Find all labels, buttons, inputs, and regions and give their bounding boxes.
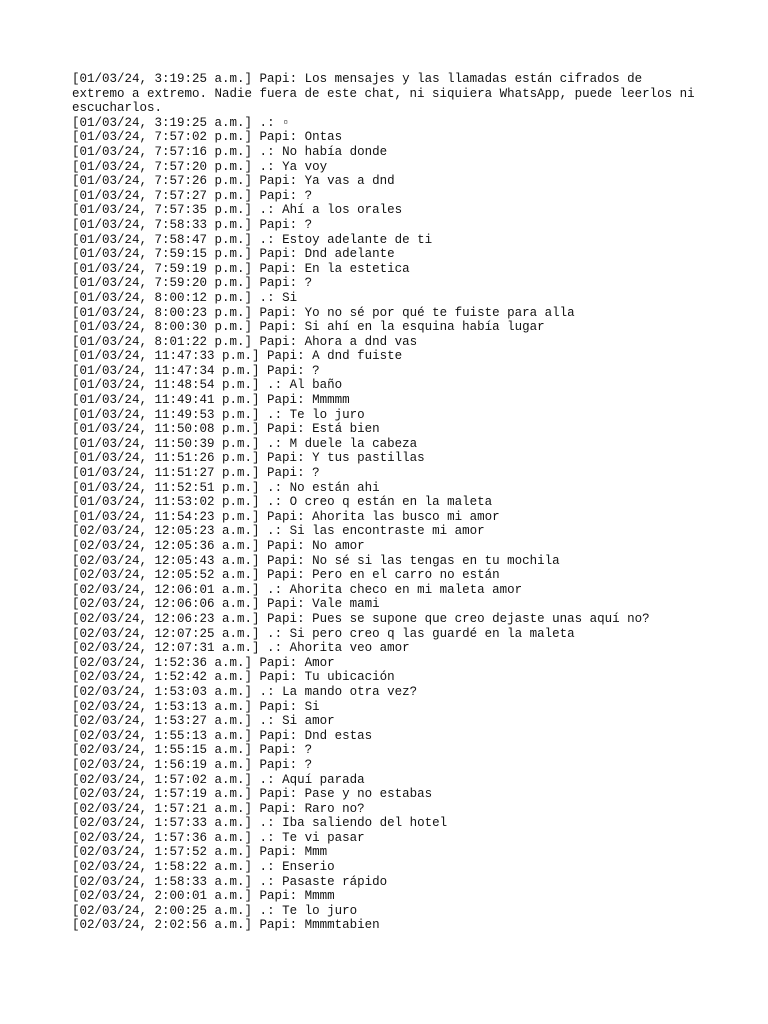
message-text: La mando otra vez? (282, 684, 418, 699)
message-sender: Papi (259, 72, 290, 86)
message-text: Ya vas a dnd (304, 174, 395, 189)
message-sender: Papi (259, 261, 290, 276)
chat-message: [02/03/24, 12:06:23 a.m.] Papi: Pues se supone que creo dejaste unas aquí no? (72, 611, 650, 626)
message-text: Enserio (282, 860, 335, 875)
message-timestamp: [01/03/24, 7:59:15 p.m.] (72, 247, 253, 262)
message-text: Si las encontraste mi amor (289, 524, 485, 539)
chat-message: [02/03/24, 2:00:01 a.m.] Papi: Mmmm (72, 889, 335, 904)
message-timestamp: [01/03/24, 11:48:54 p.m.] (72, 378, 260, 393)
message-text: Te lo juro (289, 407, 365, 422)
chat-message: [01/03/24, 11:49:53 p.m.] .: Te lo juro (72, 407, 365, 422)
message-sender: . (259, 203, 268, 218)
message-timestamp: [01/03/24, 8:00:30 p.m.] (72, 320, 253, 335)
message-sender: . (259, 830, 268, 845)
message-timestamp: [01/03/24, 11:49:41 p.m.] (72, 393, 260, 408)
chat-message: [02/03/24, 2:02:56 a.m.] Papi: Mmmmtabien (72, 918, 380, 933)
chat-message: [02/03/24, 1:57:21 a.m.] Papi: Raro no? (72, 801, 365, 816)
chat-message: [02/03/24, 1:52:42 a.m.] Papi: Tu ubicación (72, 670, 395, 685)
message-sender: Papi (259, 130, 290, 145)
message-sender: . (259, 874, 268, 889)
message-sender: . (259, 684, 268, 699)
message-timestamp: [01/03/24, 3:19:25 a.m.] (72, 72, 253, 86)
message-sender: Papi (259, 845, 290, 860)
message-timestamp: [02/03/24, 1:53:03 a.m.] (72, 684, 253, 699)
message-text: ? (312, 466, 320, 481)
chat-message: [02/03/24, 1:53:27 a.m.] .: Si amor (72, 714, 335, 729)
message-timestamp: [01/03/24, 7:57:35 p.m.] (72, 203, 253, 218)
message-timestamp: [02/03/24, 1:58:22 a.m.] (72, 860, 253, 875)
message-sender: Papi (259, 757, 290, 772)
message-text: A dnd fuiste (312, 349, 403, 364)
message-sender: Papi (267, 597, 298, 612)
chat-message: [02/03/24, 12:06:01 a.m.] .: Ahorita checo en mi maleta amor (72, 582, 523, 597)
chat-message: [02/03/24, 12:05:43 a.m.] Papi: No sé si las tengas en tu mochila (72, 553, 560, 568)
message-sender: . (267, 480, 275, 495)
message-text: Ontas (304, 130, 343, 145)
chat-message: [01/03/24, 7:57:26 p.m.] Papi: Ya vas a dnd (72, 174, 395, 189)
message-text: No están ahi (289, 480, 380, 495)
message-sender: Papi (259, 217, 290, 232)
message-sender: . (267, 626, 275, 641)
chat-message: [01/03/24, 11:53:02 p.m.] .: O creo q están en la maleta (72, 495, 493, 510)
chat-message: [02/03/24, 1:55:15 a.m.] Papi: ? (72, 743, 313, 758)
chat-message: [01/03/24, 11:52:51 p.m.] .: No están ahi (72, 480, 380, 495)
message-timestamp: [02/03/24, 1:57:19 a.m.] (72, 787, 253, 802)
message-text: ? (304, 757, 313, 772)
chat-message: [01/03/24, 11:47:34 p.m.] Papi: ? (72, 363, 320, 378)
message-text: ▫ (282, 115, 290, 130)
message-timestamp: [01/03/24, 11:47:34 p.m.] (72, 363, 260, 378)
message-sender: . (259, 816, 268, 831)
message-text: Al baño (289, 378, 343, 393)
message-sender: . (259, 232, 268, 247)
chat-message: [02/03/24, 1:56:19 a.m.] Papi: ? (72, 757, 313, 772)
message-text: ? (304, 188, 313, 203)
message-sender: Papi (259, 276, 290, 291)
chat-message: [01/03/24, 7:57:20 p.m.] .: Ya voy (72, 159, 328, 174)
message-timestamp: [01/03/24, 11:51:27 p.m.] (72, 466, 260, 481)
message-timestamp: [01/03/24, 7:59:20 p.m.] (72, 276, 253, 291)
message-timestamp: [02/03/24, 1:55:13 a.m.] (72, 728, 253, 743)
message-sender: . (259, 903, 268, 918)
chat-message: [02/03/24, 1:58:22 a.m.] .: Enserio (72, 860, 335, 875)
chat-message: [02/03/24, 1:55:13 a.m.] Papi: Dnd estas (72, 728, 373, 743)
message-timestamp: [01/03/24, 11:52:51 p.m.] (72, 480, 260, 495)
message-text: Mmmmm (312, 393, 350, 408)
chat-message: [02/03/24, 1:57:52 a.m.] Papi: Mmm (72, 845, 328, 860)
message-text: ? (304, 743, 313, 758)
chat-message: [01/03/24, 11:51:27 p.m.] Papi: ? (72, 466, 320, 481)
message-sender: Papi (267, 509, 298, 524)
chat-message: [02/03/24, 12:07:25 a.m.] .: Si pero creo q las guardé en la maleta (72, 626, 575, 641)
message-timestamp: [02/03/24, 2:00:25 a.m.] (72, 903, 253, 918)
message-sender: Papi (259, 247, 290, 262)
chat-transcript (72, 72, 702, 933)
message-text: No sé si las tengas en tu mochila (312, 553, 560, 568)
message-text: Los mensajes y las llamadas están cifrados de extremo a extremo. Nadie fuera de este chat, ni siquiera WhatsApp, puede leerlos ni escucharlos. (72, 72, 703, 116)
chat-message: [01/03/24, 7:59:20 p.m.] Papi: ? (72, 276, 313, 291)
message-timestamp: [01/03/24, 11:49:53 p.m.] (72, 407, 260, 422)
message-timestamp: [02/03/24, 12:06:06 a.m.] (72, 597, 260, 612)
message-timestamp: [02/03/24, 12:07:31 a.m.] (72, 641, 260, 656)
message-timestamp: [02/03/24, 1:57:36 a.m.] (72, 830, 253, 845)
message-timestamp: [02/03/24, 1:53:27 a.m.] (72, 714, 253, 729)
message-text: Si (304, 699, 320, 714)
message-text: Aquí parada (282, 772, 365, 787)
message-text: Pues se supone que creo dejaste unas aquí no? (312, 611, 650, 626)
message-text: Te lo juro (282, 903, 358, 918)
message-text: Pase y no estabas (304, 787, 433, 802)
message-text: Ahí a los orales (282, 203, 403, 218)
message-timestamp: [02/03/24, 12:05:43 a.m.] (72, 553, 260, 568)
message-text: Si amor (282, 714, 335, 729)
message-text: O creo q están en la maleta (289, 495, 493, 510)
message-text: En la estetica (304, 261, 410, 276)
chat-message: [02/03/24, 1:58:33 a.m.] .: Pasaste rápido (72, 874, 388, 889)
message-sender: Papi (259, 728, 290, 743)
message-text: Si (282, 290, 298, 305)
message-sender: Papi (259, 670, 290, 685)
message-sender: Papi (267, 349, 298, 364)
message-text: Ahorita veo amor (289, 641, 410, 656)
message-sender: Papi (267, 451, 298, 466)
message-sender: . (267, 378, 275, 393)
message-text: Pero en el carro no están (312, 568, 500, 583)
message-sender: Papi (267, 363, 298, 378)
chat-message: [01/03/24, 7:57:16 p.m.] .: No había donde (72, 144, 388, 159)
message-sender: Papi (259, 334, 290, 349)
message-timestamp: [02/03/24, 1:53:13 a.m.] (72, 699, 253, 714)
chat-message: [02/03/24, 1:57:19 a.m.] Papi: Pase y no estabas (72, 787, 433, 802)
message-timestamp: [01/03/24, 11:53:02 p.m.] (72, 495, 260, 510)
message-text: Si ahí en la esquina había lugar (304, 320, 545, 335)
message-sender: . (259, 144, 268, 159)
message-sender: Papi (259, 655, 290, 670)
message-timestamp: [02/03/24, 1:52:42 a.m.] (72, 670, 253, 685)
message-timestamp: [01/03/24, 11:51:26 p.m.] (72, 451, 260, 466)
chat-message: [01/03/24, 11:47:33 p.m.] Papi: A dnd fuiste (72, 349, 403, 364)
message-text: Ahora a dnd vas (304, 334, 418, 349)
message-text: Ahorita checo en mi maleta amor (289, 582, 523, 597)
chat-message: [01/03/24, 3:19:25 a.m.] .: ▫ (72, 115, 290, 130)
chat-message: [01/03/24, 8:00:30 p.m.] Papi: Si ahí en la esquina había lugar (72, 320, 545, 335)
message-timestamp: [01/03/24, 7:57:27 p.m.] (72, 188, 253, 203)
message-text: Mmmmtabien (304, 918, 380, 933)
message-sender: Papi (259, 699, 290, 714)
chat-message: [01/03/24, 8:01:22 p.m.] Papi: Ahora a dnd vas (72, 334, 418, 349)
message-text: Yo no sé por qué te fuiste para alla (304, 305, 575, 320)
chat-message: [01/03/24, 11:50:08 p.m.] Papi: Está bien (72, 422, 380, 437)
message-sender: . (267, 582, 275, 597)
chat-message: [01/03/24, 11:49:41 p.m.] Papi: Mmmmm (72, 393, 350, 408)
message-timestamp: [02/03/24, 12:06:23 a.m.] (72, 611, 260, 626)
message-text: Dnd estas (304, 728, 373, 743)
chat-message: [02/03/24, 1:52:36 a.m.] Papi: Amor (72, 655, 335, 670)
chat-message: [01/03/24, 3:19:25 a.m.] Papi: Los mensajes y las llamadas están cifrados de extremo a extremo. Nadie fuera de este chat, ni siquiera WhatsApp, puede leerlos ni escucharlos. (72, 72, 703, 116)
message-text: Ahorita las busco mi amor (312, 509, 500, 524)
message-timestamp: [02/03/24, 1:58:33 a.m.] (72, 874, 253, 889)
message-timestamp: [02/03/24, 12:05:23 a.m.] (72, 524, 260, 539)
chat-message: [02/03/24, 1:57:36 a.m.] .: Te vi pasar (72, 830, 365, 845)
message-text: Vale mami (312, 597, 380, 612)
message-text: ? (312, 363, 320, 378)
message-sender: . (259, 714, 268, 729)
message-timestamp: [01/03/24, 8:00:12 p.m.] (72, 290, 253, 305)
message-text: Pasaste rápido (282, 874, 388, 889)
message-timestamp: [01/03/24, 7:57:02 p.m.] (72, 130, 253, 145)
message-timestamp: [01/03/24, 11:47:33 p.m.] (72, 349, 260, 364)
message-timestamp: [02/03/24, 2:00:01 a.m.] (72, 889, 253, 904)
message-timestamp: [02/03/24, 1:57:21 a.m.] (72, 801, 253, 816)
message-sender: . (259, 772, 268, 787)
message-text: No amor (312, 539, 365, 553)
message-sender: Papi (267, 553, 298, 568)
message-timestamp: [02/03/24, 1:52:36 a.m.] (72, 655, 253, 670)
message-timestamp: [01/03/24, 7:57:16 p.m.] (72, 144, 253, 159)
message-text: Dnd adelante (304, 247, 395, 262)
chat-message: [02/03/24, 1:57:33 a.m.] .: Iba saliendo del hotel (72, 816, 448, 831)
message-timestamp: [02/03/24, 1:57:02 a.m.] (72, 772, 253, 787)
message-sender: Papi (267, 393, 298, 408)
message-text: Ya voy (282, 159, 328, 174)
chat-message: [01/03/24, 7:59:15 p.m.] Papi: Dnd adelante (72, 247, 395, 262)
message-timestamp: [02/03/24, 12:07:25 a.m.] (72, 626, 260, 641)
message-sender: Papi (259, 743, 290, 758)
message-sender: . (259, 115, 268, 130)
message-sender: Papi (259, 918, 290, 933)
chat-message: [02/03/24, 1:53:13 a.m.] Papi: Si (72, 699, 320, 714)
message-text: Raro no? (304, 801, 365, 816)
message-timestamp: [02/03/24, 2:02:56 a.m.] (72, 918, 253, 933)
message-sender: . (267, 524, 275, 539)
chat-message: [01/03/24, 11:54:23 p.m.] Papi: Ahorita las busco mi amor (72, 509, 500, 524)
message-sender: . (267, 436, 275, 451)
message-sender: Papi (259, 801, 290, 816)
chat-message: [02/03/24, 12:06:06 a.m.] Papi: Vale mami (72, 597, 380, 612)
message-sender: . (259, 860, 268, 875)
message-text: ? (304, 276, 313, 291)
message-timestamp: [01/03/24, 8:00:23 p.m.] (72, 305, 253, 320)
message-sender: Papi (259, 188, 290, 203)
message-timestamp: [02/03/24, 1:57:52 a.m.] (72, 845, 253, 860)
message-text: Está bien (312, 422, 380, 437)
message-timestamp: [02/03/24, 1:56:19 a.m.] (72, 757, 253, 772)
message-sender: Papi (267, 466, 298, 481)
message-timestamp: [01/03/24, 7:58:33 p.m.] (72, 217, 253, 232)
message-sender: Papi (267, 422, 298, 437)
chat-message: [02/03/24, 12:05:23 a.m.] .: Si las encontraste mi amor (72, 524, 485, 539)
message-timestamp: [01/03/24, 11:54:23 p.m.] (72, 509, 260, 524)
message-text: Amor (304, 655, 335, 670)
message-sender: . (267, 407, 275, 422)
chat-message: [01/03/24, 7:57:35 p.m.] .: Ahí a los orales (72, 203, 403, 218)
message-sender: . (259, 290, 268, 305)
message-timestamp: [02/03/24, 12:05:52 a.m.] (72, 568, 260, 583)
message-sender: Papi (259, 320, 290, 335)
message-timestamp: [01/03/24, 7:57:20 p.m.] (72, 159, 253, 174)
chat-message: [02/03/24, 12:05:36 a.m.] Papi: No amor (72, 539, 365, 553)
message-sender: Papi (259, 889, 290, 904)
chat-message: [01/03/24, 7:58:47 p.m.] .: Estoy adelante de ti (72, 232, 433, 247)
message-text: M duele la cabeza (289, 436, 418, 451)
chat-message: [02/03/24, 1:57:02 a.m.] .: Aquí parada (72, 772, 365, 787)
message-text: Mmm (304, 845, 328, 860)
message-sender: Papi (259, 174, 290, 189)
message-text: Estoy adelante de ti (282, 232, 433, 247)
message-text: Mmmm (304, 889, 335, 904)
message-sender: . (267, 641, 275, 656)
message-sender: . (259, 159, 268, 174)
message-timestamp: [02/03/24, 12:05:36 a.m.] (72, 539, 260, 553)
message-timestamp: [01/03/24, 11:50:08 p.m.] (72, 422, 260, 437)
message-timestamp: [01/03/24, 3:19:25 a.m.] (72, 115, 253, 130)
message-timestamp: [01/03/24, 7:57:26 p.m.] (72, 174, 253, 189)
message-timestamp: [01/03/24, 7:58:47 p.m.] (72, 232, 253, 247)
message-text: No había donde (282, 144, 388, 159)
message-text: Te vi pasar (282, 830, 365, 845)
message-sender: Papi (259, 305, 290, 320)
chat-message: [02/03/24, 1:53:03 a.m.] .: La mando otra vez? (72, 684, 418, 699)
message-text: ? (304, 217, 313, 232)
message-timestamp: [01/03/24, 11:50:39 p.m.] (72, 436, 260, 451)
message-timestamp: [02/03/24, 1:55:15 a.m.] (72, 743, 253, 758)
message-text: Tu ubicación (304, 670, 395, 685)
message-sender: Papi (267, 568, 298, 583)
chat-message: [01/03/24, 11:51:26 p.m.] Papi: Y tus pastillas (72, 451, 425, 466)
message-text: Iba saliendo del hotel (282, 816, 448, 831)
chat-message: [02/03/24, 12:05:52 a.m.] Papi: Pero en el carro no están (72, 568, 500, 583)
message-sender: . (267, 495, 275, 510)
message-sender: Papi (259, 787, 290, 802)
chat-message: [01/03/24, 11:48:54 p.m.] .: Al baño (72, 378, 343, 393)
chat-message: [01/03/24, 7:58:33 p.m.] Papi: ? (72, 217, 313, 232)
message-sender: Papi (267, 539, 298, 553)
message-timestamp: [02/03/24, 1:57:33 a.m.] (72, 816, 253, 831)
chat-message: [02/03/24, 12:07:31 a.m.] .: Ahorita veo amor (72, 641, 410, 656)
message-sender: Papi (267, 611, 298, 626)
message-timestamp: [01/03/24, 7:59:19 p.m.] (72, 261, 253, 276)
chat-message: [01/03/24, 7:57:02 p.m.] Papi: Ontas (72, 130, 343, 145)
chat-message: [01/03/24, 8:00:23 p.m.] Papi: Yo no sé por qué te fuiste para alla (72, 305, 575, 320)
chat-message: [01/03/24, 11:50:39 p.m.] .: M duele la cabeza (72, 436, 418, 451)
message-timestamp: [02/03/24, 12:06:01 a.m.] (72, 582, 260, 597)
chat-message: [02/03/24, 2:00:25 a.m.] .: Te lo juro (72, 903, 358, 918)
message-text: Si pero creo q las guardé en la maleta (289, 626, 575, 641)
message-text: Y tus pastillas (312, 451, 425, 466)
chat-message: [01/03/24, 8:00:12 p.m.] .: Si (72, 290, 298, 305)
message-timestamp: [01/03/24, 8:01:22 p.m.] (72, 334, 253, 349)
chat-message: [01/03/24, 7:59:19 p.m.] Papi: En la estetica (72, 261, 410, 276)
chat-message: [01/03/24, 7:57:27 p.m.] Papi: ? (72, 188, 313, 203)
